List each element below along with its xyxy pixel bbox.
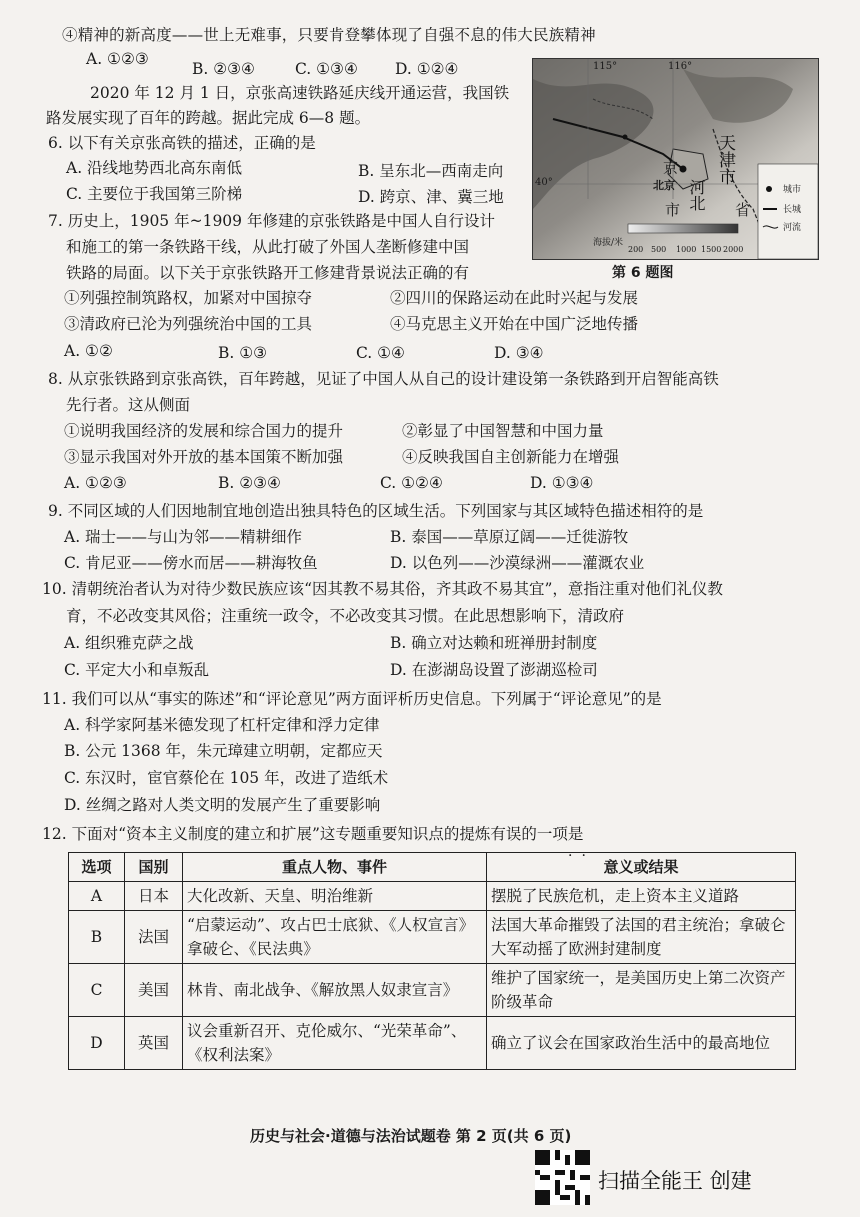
q8-choice-c[interactable]: C. ①②④ [380, 474, 443, 492]
q8-choice-a[interactable]: A. ①②③ [64, 474, 127, 492]
q11-stem: 11. 我们可以从“事实的陈述”和“评论意见”两方面评析历史信息。下列属于“评论意见”的是 [42, 690, 662, 708]
q5-choice-c[interactable]: C. ①③④ [295, 60, 358, 78]
row-option: B [69, 911, 125, 964]
q10-choice-b[interactable]: B. 确立对达赖和班禅册封制度 [390, 634, 598, 652]
q6-choice-d[interactable]: D. 跨京、津、冀三地 [358, 188, 504, 206]
q7-stem-line-2: 和施工的第一条铁路干线，从此打破了外国人垄断修建中国 [66, 238, 470, 256]
q8-choice-d[interactable]: D. ①③④ [530, 474, 594, 492]
q7-statement-4: ④马克思主义开始在中国广泛地传播 [390, 315, 639, 333]
scale-tick-200: 200 [628, 245, 644, 254]
q11-choice-c[interactable]: C. 东汉时，宦官蔡伦在 105 年，改进了造纸术 [64, 769, 389, 787]
q8-stem-line-1: 8. 从京张铁路到京张高铁，百年跨越，见证了中国人从自己的设计建设第一条铁路到开启智能高铁 [48, 370, 719, 388]
q9-stem: 9. 不同区域的人们因地制宜地创造出独具特色的区域生活。下列国家与其区域特色描述相符的是 [48, 502, 704, 520]
q8-statement-2: ②彰显了中国智慧和中国力量 [402, 422, 604, 440]
q10-stem-line-2: 育，不必改变其风俗；注重统一政令，不必改变其习惯。在此思想影响下，清政府 [66, 607, 625, 625]
qr-graphic [535, 1150, 590, 1205]
map-label-beijing: 北京 [653, 179, 675, 192]
q7-choice-b[interactable]: B. ①③ [218, 344, 268, 362]
q9-choice-c[interactable]: C. 肯尼亚——傍水而居——耕海牧鱼 [64, 554, 318, 572]
row-country: 英国 [125, 1017, 183, 1070]
q7-statement-2: ②四川的保路运动在此时兴起与发展 [390, 289, 639, 307]
table-row [69, 964, 796, 1017]
q11-choice-a[interactable]: A. 科学家阿基米德发现了杠杆定律和浮力定律 [64, 716, 380, 734]
intro-line-2: 路发展实现了百年的跨越。据此完成 6—8 题。 [46, 109, 371, 127]
intro-line-1: 2020 年 12 月 1 日，京张高速铁路延庆线开通运营，我国铁 [90, 84, 510, 102]
q9-choice-b[interactable]: B. 泰国——草原辽阔——迁徙游牧 [390, 528, 629, 546]
q9-choice-d[interactable]: D. 以色列——沙漠绿洲——灌溉农业 [390, 554, 645, 572]
q11-choice-d[interactable]: D. 丝绸之路对人类文明的发展产生了重要影响 [64, 796, 381, 814]
map-lon-116: 116° [668, 61, 693, 72]
scanner-watermark: 扫描全能王 创建 [598, 1169, 752, 1193]
q6-map-figure [532, 58, 819, 260]
row-events: 大化改新、天皇、明治维新 [183, 882, 487, 911]
table-row [69, 1017, 796, 1070]
q12-table [68, 852, 796, 1070]
map-label-jing: 京 [663, 159, 679, 177]
table-header-row [69, 853, 796, 882]
map-scale-label: 海拔/米 [593, 238, 624, 248]
q5-choice-a[interactable]: A. ①②③ [86, 50, 149, 68]
q6-choice-a[interactable]: A. 沿线地势西北高东南低 [66, 159, 243, 177]
q5-choice-d[interactable]: D. ①②④ [395, 60, 459, 78]
row-result: 维护了国家统一，是美国历史上第二次资产阶级革命 [487, 964, 796, 1017]
row-result: 法国大革命摧毁了法国的君主统治；拿破仑大军动摇了欧洲封建制度 [487, 911, 796, 964]
q6-stem: 6. 以下有关京张高铁的描述，正确的是 [48, 134, 316, 152]
q7-stem-line-3: 铁路的局面。以下关于京张铁路开工修建背景说法正确的有 [66, 264, 470, 282]
row-events: “启蒙运动”、攻占巴士底狱、《人权宣言》拿破仑、《民法典》 [183, 911, 487, 964]
q7-stem-line-1: 7. 历史上，1905 年~1909 年修建的京张铁路是中国人自行设计 [48, 212, 495, 230]
q7-choice-d[interactable]: D. ③④ [494, 344, 544, 362]
scale-tick-500: 500 [651, 245, 667, 254]
row-option: D [69, 1017, 125, 1070]
q10-choice-d[interactable]: D. 在澎湖岛设置了澎湖巡检司 [390, 661, 598, 679]
header-events: 重点人物、事件 [183, 853, 487, 882]
q8-statement-1: ①说明我国经济的发展和综合国力的提升 [64, 422, 344, 440]
row-option: A [69, 882, 125, 911]
map-label-shi: 市 [665, 201, 681, 219]
q10-stem-line-1: 10. 清朝统治者认为对待少数民族应该“因其教不易其俗，齐其政不易其宜”，意指注重对他们礼仪教 [42, 580, 723, 598]
map-label-hebei: 河北 [687, 179, 706, 211]
page-footer: 历史与社会·道德与法治试题卷 第 2 页(共 6 页) [250, 1127, 572, 1145]
legend-city: 城市 [783, 185, 802, 195]
scale-tick-1000: 1000 [676, 245, 697, 254]
legend-river: 河流 [783, 223, 802, 233]
map-label-tianjin: 天津市 [715, 134, 735, 185]
q7-choice-c[interactable]: C. ①④ [356, 344, 405, 362]
q9-choice-a[interactable]: A. 瑞士——与山为邻——精耕细作 [64, 528, 303, 546]
row-events: 林肯、南北战争、《解放黑人奴隶宣言》 [183, 964, 487, 1017]
table-row [69, 911, 796, 964]
emphasis-dots: ·· [568, 848, 595, 864]
map-label-sheng: 省 [735, 201, 751, 219]
header-option: 选项 [69, 853, 125, 882]
header-result: 意义或结果 [487, 853, 796, 882]
q7-statement-3: ③清政府已沦为列强统治中国的工具 [64, 315, 313, 333]
row-country: 美国 [125, 964, 183, 1017]
row-events: 议会重新召开、克伦威尔、“光荣革命”、《权利法案》 [183, 1017, 487, 1070]
q5-choice-b[interactable]: B. ②③④ [192, 60, 255, 78]
row-result: 摆脱了民族危机，走上资本主义道路 [487, 882, 796, 911]
q5-option-4-text: ④精神的新高度——世上无难事，只要肯登攀体现了自强不息的伟大民族精神 [62, 26, 596, 44]
scale-tick-1500: 1500 [701, 245, 722, 254]
q10-choice-c[interactable]: C. 平定大小和卓叛乱 [64, 661, 210, 679]
row-country: 法国 [125, 911, 183, 964]
row-result: 确立了议会在国家政治生活中的最高地位 [487, 1017, 796, 1070]
q8-stem-line-2: 先行者。这从侧面 [66, 396, 191, 414]
map-lat-40: 40° [535, 177, 553, 188]
legend-great-wall: 长城 [783, 205, 802, 215]
q10-choice-a[interactable]: A. 组织雅克萨之战 [64, 634, 194, 652]
row-option: C [69, 964, 125, 1017]
table-row [69, 882, 796, 911]
header-country: 国别 [125, 853, 183, 882]
q7-choice-a[interactable]: A. ①② [64, 342, 113, 360]
q8-statement-4: ④反映我国自主创新能力在增强 [402, 448, 620, 466]
row-country: 日本 [125, 882, 183, 911]
scale-tick-2000: 2000 [723, 245, 744, 254]
q6-choice-b[interactable]: B. 呈东北—西南走向 [358, 162, 504, 180]
qr-code-icon [535, 1150, 590, 1205]
map-caption: 第 6 题图 [612, 265, 674, 281]
q8-choice-b[interactable]: B. ②③④ [218, 474, 281, 492]
q8-statement-3: ③显示我国对外开放的基本国策不断加强 [64, 448, 344, 466]
q7-statement-1: ①列强控制筑路权，加紧对中国掠夺 [64, 289, 313, 307]
map-lon-115: 115° [593, 61, 618, 72]
q6-choice-c[interactable]: C. 主要位于我国第三阶梯 [66, 185, 243, 203]
q12-stem: 12. 下面对“资本主义制度的建立和扩展”这专题重要知识点的提炼有误的一项是 [42, 825, 584, 843]
q11-choice-b[interactable]: B. 公元 1368 年，朱元璋建立明朝，定都应天 [64, 742, 383, 760]
